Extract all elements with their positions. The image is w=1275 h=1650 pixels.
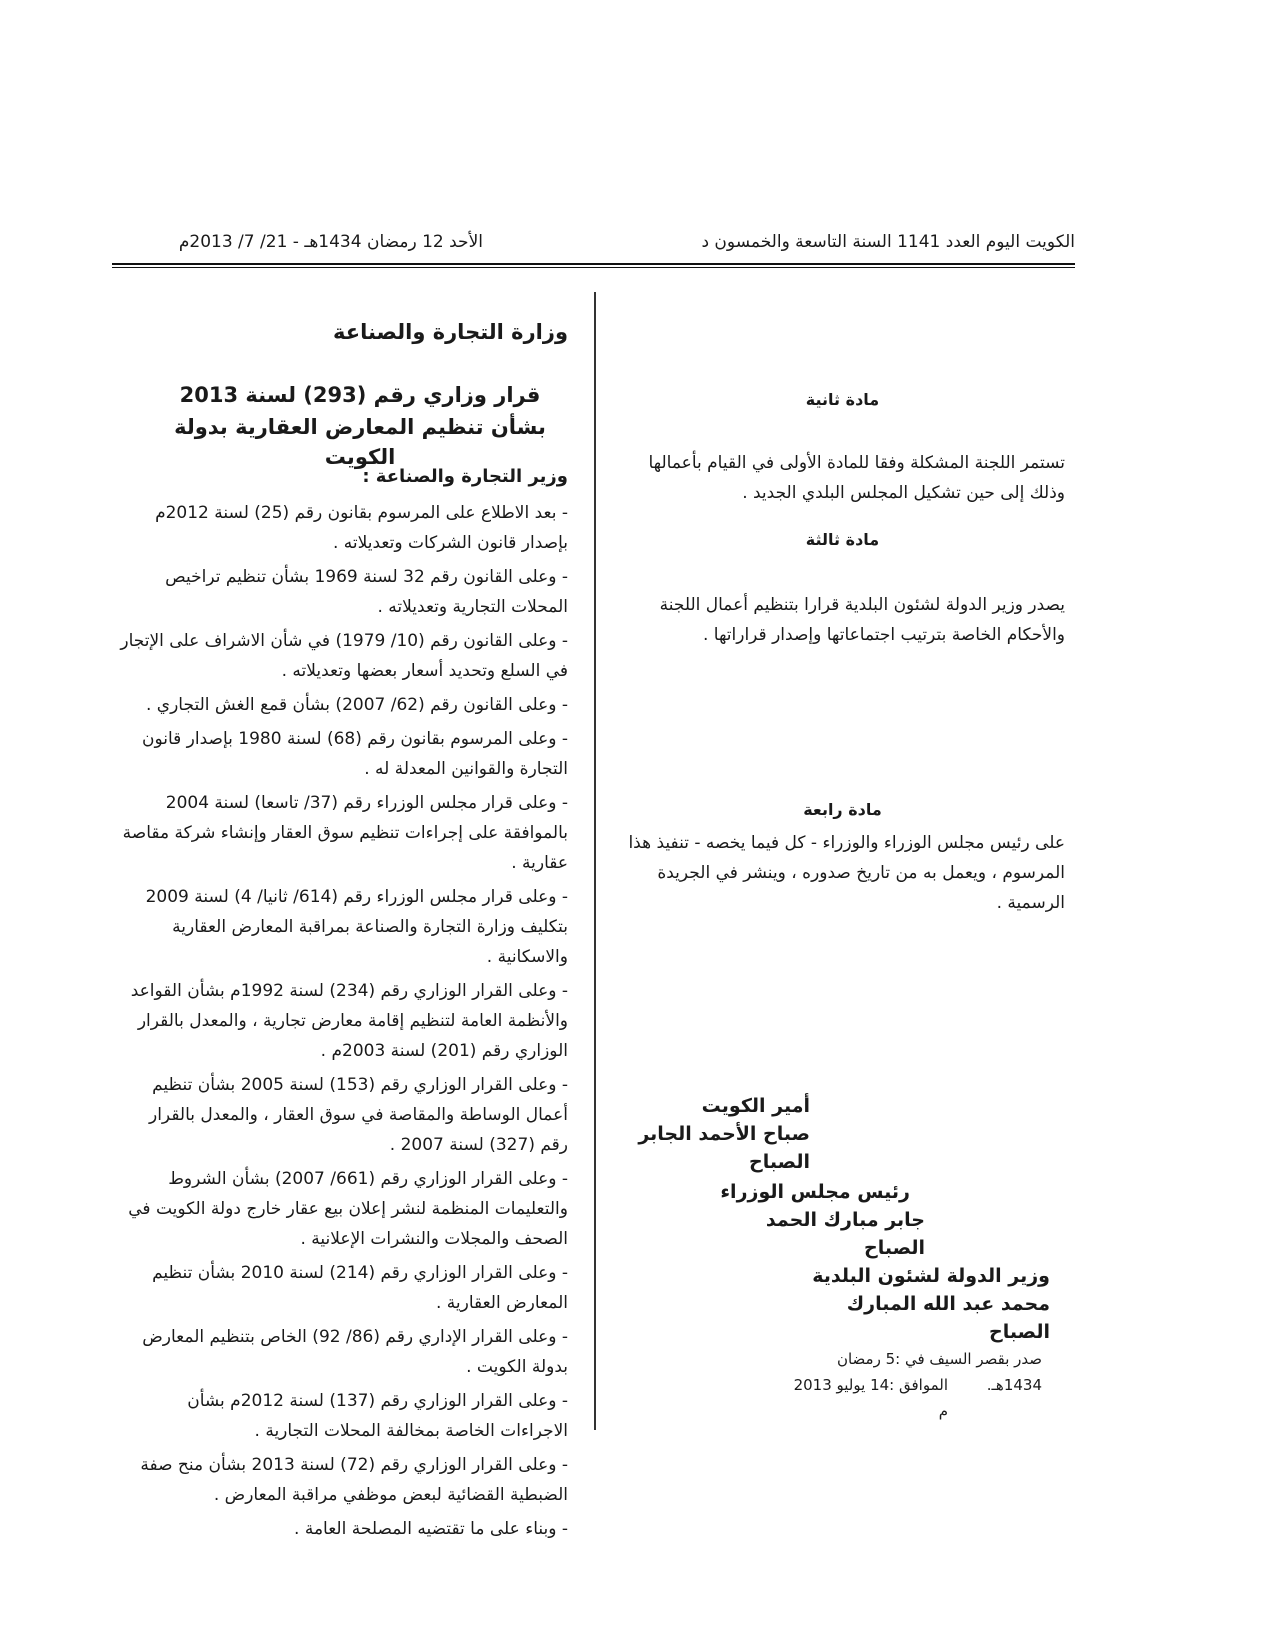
preamble-item: - وعلى قرار مجلس الوزراء رقم (37/ تاسعا) لسنة 2004 بالموافقة على إجراءات تنظيم سوق العقار وإنشاء شركة مقاصة عقارية .	[122, 793, 568, 873]
issue-date-header: الأحد 12 رمضان 1434هـ - 21/ 7/ 2013م	[178, 232, 483, 252]
ministry-heading: وزارة التجارة والصناعة	[333, 320, 568, 344]
preamble-item: - بعد الاطلاع على المرسوم بقانون رقم (25) لسنة 2012م بإصدار قانون الشركات وتعديلاته .	[155, 503, 568, 553]
issued-gregorian-date: الموافق :14 يوليو 2013 م	[793, 1376, 948, 1420]
municipal-minister-title: وزير الدولة لشئون البلدية	[812, 1265, 1050, 1287]
article-4-body: على رئيس مجلس الوزراء والوزراء - كل فيما يخصه - تنفيذ هذا المرسوم ، ويعمل به من تاريخ صدوره ، وينشر في الجريدة الرسمية .	[628, 833, 1065, 913]
preamble-item: - وعلى المرسوم بقانون رقم (68) لسنة 1980 بإصدار قانون التجارة والقوانين المعدلة له .	[141, 729, 568, 779]
preamble-list	[118, 498, 568, 1548]
header-rule-bottom	[112, 267, 1075, 268]
preamble-item: - وعلى القرار الوزاري رقم (234) لسنة 1992م بشأن القواعد والأنظمة العامة لتنظيم إقامة معارض تجارية ، والمعدل بالقرار الوزاري رقم (201) لسنة 2003م .	[130, 981, 568, 1061]
preamble-item: - وعلى القانون رقم (62/ 2007) بشأن قمع الغش التجاري .	[145, 695, 568, 715]
decision-subtitle: بشأن تنظيم المعارض العقارية بدولة الكويت	[174, 415, 546, 469]
prime-minister-name: جابر مبارك الحمد الصباح	[765, 1209, 925, 1259]
article-3-body: يصدر وزير الدولة لشئون البلدية قرارا بتنظيم أعمال اللجنة والأحكام الخاصة بترتيب اجتماعاتها وإصدار قراراتها .	[659, 595, 1065, 645]
preamble-item: - وبناء على ما تقتضيه المصلحة العامة .	[294, 1519, 568, 1539]
preamble-item: - وعلى القرار الوزاري رقم (72) لسنة 2013 بشأن منح صفة الضبطية القضائية لبعض موظفي مراقبة المعارض .	[140, 1455, 568, 1505]
amir-name: صباح الأحمد الجابر الصباح	[638, 1123, 810, 1173]
article-2-body: تستمر اللجنة المشكلة وفقا للمادة الأولى في القيام بأعمالها وذلك إلى حين تشكيل المجلس البلدي الجديد .	[648, 453, 1065, 503]
preamble-item: - وعلى القرار الوزاري رقم (153) لسنة 2005 بشأن تنظيم أعمال الوساطة والمقاصة في سوق العقار ، والمعدل بالقرار رقم (327) لسنة 2007 .	[149, 1075, 568, 1155]
preamble-item: - وعلى القانون رقم (10/ 1979) في شأن الاشراف على الإتجار في السلع وتحديد أسعار بعضها وتعديلاته .	[120, 631, 568, 681]
preamble-item: - وعلى القانون رقم 32 لسنة 1969 بشأن تنظيم تراخيص المحلات التجارية وتعديلاته .	[165, 567, 568, 617]
preamble-item: - وعلى القرار الوزاري رقم (661/ 2007) بشأن الشروط والتعليمات المنظمة لنشر إعلان بيع عقار خارج دولة الكويت في الصحف والمجلات والنشرات الإعلانية .	[128, 1169, 568, 1249]
article-4-title: مادة رابعة	[803, 800, 882, 819]
preamble-item: - وعلى القرار الإداري رقم (86/ 92) الخاص بتنظيم المعارض بدولة الكويت .	[142, 1327, 568, 1377]
preamble-item: - وعلى القرار الوزاري رقم (214) لسنة 2010 بشأن تنظيم المعارض العقارية .	[152, 1263, 568, 1313]
article-3-title: مادة ثالثة	[805, 530, 880, 549]
header-rule-top	[112, 263, 1075, 265]
article-2-title: مادة ثانية	[805, 390, 880, 409]
gazette-issue-header: الكويت اليوم العدد 1141 السنة التاسعة والخمسون د	[701, 232, 1075, 252]
preamble-item: - وعلى قرار مجلس الوزراء رقم (614/ ثانيا/ 4) لسنة 2009 بتكليف وزارة التجارة والصناعة بمراقبة المعارض العقارية والاسكانية .	[145, 887, 568, 967]
preamble-item: - وعلى القرار الوزاري رقم (137) لسنة 2012م بشأن الاجراءات الخاصة بمخالفة المحلات التجارية .	[187, 1391, 568, 1441]
decision-title: قرار وزاري رقم (293) لسنة 2013	[179, 383, 541, 407]
prime-minister-title: رئيس مجلس الوزراء	[720, 1181, 910, 1203]
minister-heading: وزير التجارة والصناعة :	[362, 466, 568, 487]
municipal-minister-name: محمد عبد الله المبارك الصباح	[846, 1293, 1050, 1343]
column-divider	[594, 292, 596, 1430]
issued-place-date: صدر بقصر السيف في :5 رمضان 1434هـ.	[836, 1350, 1042, 1394]
amir-title: أمير الكويت	[701, 1095, 810, 1117]
